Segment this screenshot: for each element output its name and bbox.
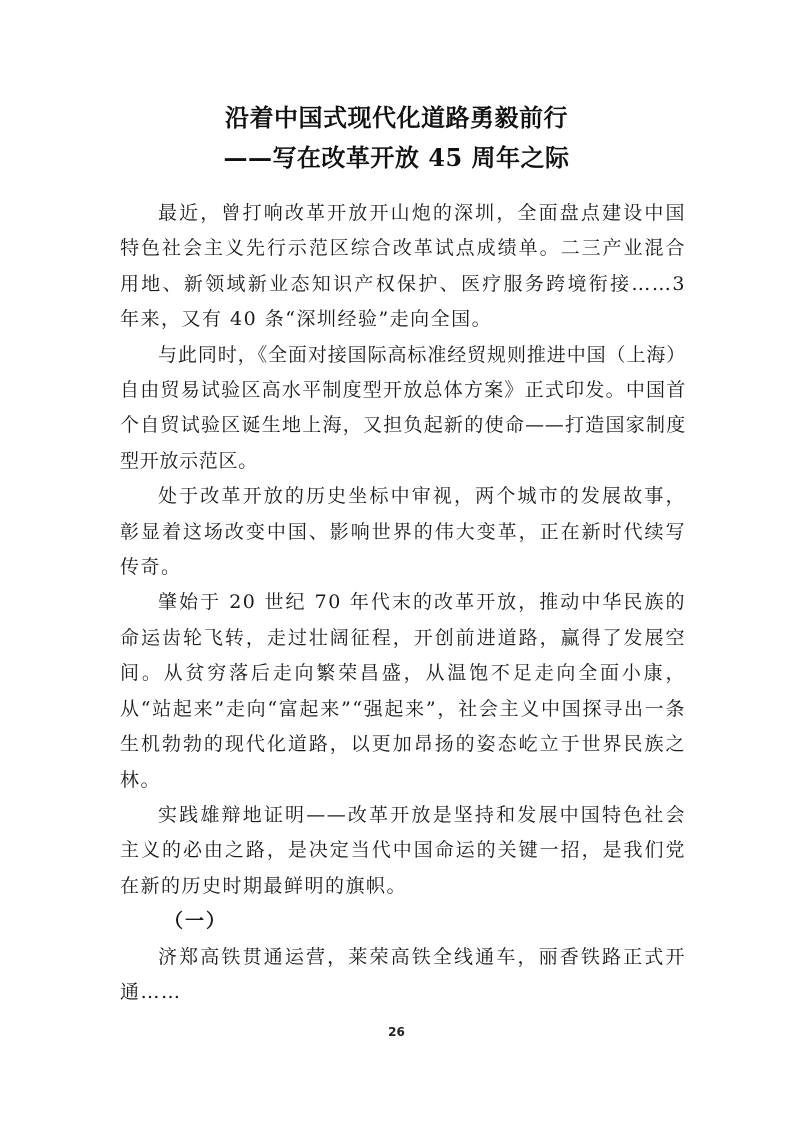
paragraph: 肇始于 20 世纪 70 年代末的改革开放，推动中华民族的命运齿轮飞转，走过壮阔征程，开创前进道路，赢得了发展空间。从贫穷落后走向繁荣昌盛，从温饱不足走向全面小康，从“站起来”走向“富起来”“强起来”，社会主义中国探寻出一条生机勃勃的现代化道路，以更加昂扬的姿态屹立于世界民族之林。 (120, 591, 686, 791)
paragraph: 实践雄辩地证明——改革开放是坚持和发展中国特色社会主义的必由之路，是决定当代中国命运的关键一招，是我们党在新的历史时期最鲜明的旗帜。 (120, 803, 686, 897)
page-number: 26 (388, 1025, 405, 1039)
section-heading: （一） (164, 910, 228, 933)
paragraph: 处于改革开放的历史坐标中审视，两个城市的发展故事，彰显着这场改变中国、影响世界的伟大变革，正在新时代续写传奇。 (120, 485, 686, 579)
document-body (120, 196, 686, 1010)
document-title: 沿着中国式现代化道路勇毅前行 (225, 103, 568, 132)
document-subtitle: ——写在改革开放 45 周年之际 (223, 143, 570, 172)
paragraph: 最近，曾打响改革开放开山炮的深圳，全面盘点建设中国特色社会主义先行示范区综合改革试点成绩单。二三产业混合用地、新领域新业态知识产权保护、医疗服务跨境衔接……3年来，又有 40 条“深圳经验”走向全国。 (120, 202, 686, 331)
title-block (0, 100, 793, 176)
paragraph: 济郑高铁贯通运营，莱荣高铁全线通车，丽香铁路正式开通…… (120, 945, 686, 1003)
paragraph: 与此同时，《全面对接国际高标准经贸规则推进中国（上海）自由贸易试验区高水平制度型开放总体方案》正式印发。中国首个自贸试验区诞生地上海，又担负起新的使命——打造国家制度型开放示范区。 (120, 343, 686, 472)
